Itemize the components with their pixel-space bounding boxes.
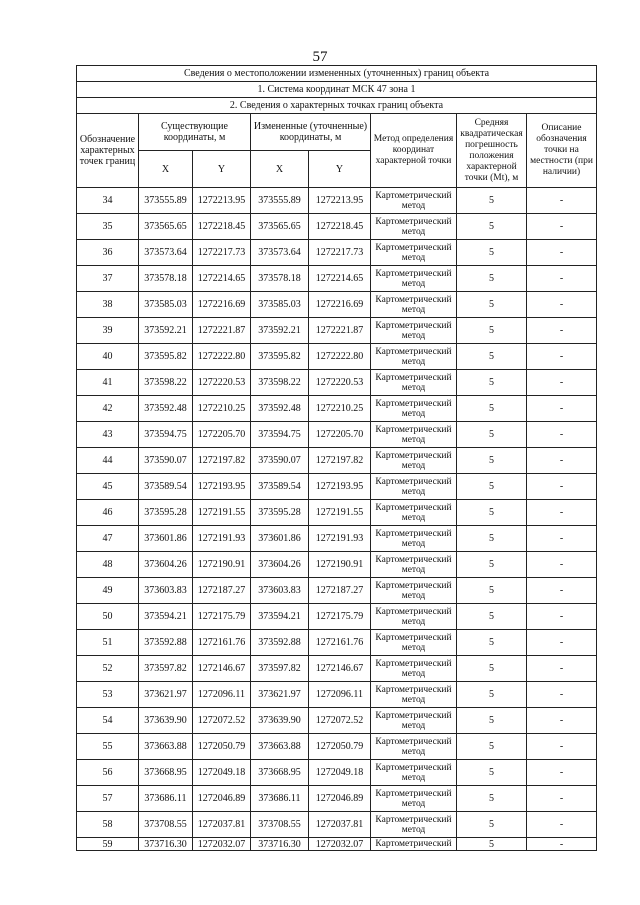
cell-y-changed: 1272175.79: [309, 604, 371, 630]
cell-error: 5: [457, 474, 527, 500]
table-row: [77, 526, 597, 552]
cell-x-existing: 373594.75: [139, 422, 193, 448]
cell-y-changed: 1272187.27: [309, 578, 371, 604]
point-id: 35: [77, 214, 139, 240]
table-row: [77, 734, 597, 760]
cell-method: Картометрический метод: [371, 682, 457, 708]
cell-x-changed: 373601.86: [251, 526, 309, 552]
cell-y-existing: 1272213.95: [193, 188, 251, 214]
table-row: [77, 448, 597, 474]
point-id: 41: [77, 370, 139, 396]
cell-method: Картометрический метод: [371, 526, 457, 552]
coordinate-system: 1. Система координат МСК 47 зона 1: [77, 82, 597, 98]
cell-method: Картометрический метод: [371, 396, 457, 422]
point-id: 46: [77, 500, 139, 526]
cell-x-existing: 373595.82: [139, 344, 193, 370]
cell-x-existing: 373621.97: [139, 682, 193, 708]
cell-y-existing: 1272032.07: [193, 838, 251, 851]
cell-method: Картометрический метод: [371, 292, 457, 318]
cell-y-existing: 1272216.69: [193, 292, 251, 318]
cell-x-existing: 373565.65: [139, 214, 193, 240]
cell-x-changed: 373639.90: [251, 708, 309, 734]
header-x-changed: X: [251, 151, 309, 188]
cell-error: 5: [457, 344, 527, 370]
table-row: [77, 240, 597, 266]
cell-error: 5: [457, 708, 527, 734]
table-row: [77, 708, 597, 734]
point-id: 44: [77, 448, 139, 474]
cell-y-changed: 1272205.70: [309, 422, 371, 448]
point-id: 57: [77, 786, 139, 812]
cell-x-changed: 373589.54: [251, 474, 309, 500]
cell-x-existing: 373573.64: [139, 240, 193, 266]
cell-description: -: [527, 760, 597, 786]
header-x-existing: X: [139, 151, 193, 188]
cell-y-existing: 1272096.11: [193, 682, 251, 708]
point-id: 56: [77, 760, 139, 786]
point-id: 52: [77, 656, 139, 682]
cell-description: -: [527, 318, 597, 344]
cell-error: 5: [457, 396, 527, 422]
cell-description: -: [527, 526, 597, 552]
table-row: [77, 370, 597, 396]
cell-x-changed: 373603.83: [251, 578, 309, 604]
table-row: [77, 344, 597, 370]
cell-y-existing: 1272037.81: [193, 812, 251, 838]
cell-description: -: [527, 552, 597, 578]
cell-description: -: [527, 266, 597, 292]
table-row: [77, 318, 597, 344]
cell-method: Картометрический метод: [371, 760, 457, 786]
point-id: 50: [77, 604, 139, 630]
cell-description: -: [527, 500, 597, 526]
cell-y-changed: 1272146.67: [309, 656, 371, 682]
cell-description: -: [527, 448, 597, 474]
cell-x-existing: 373604.26: [139, 552, 193, 578]
cell-method: Картометрический метод: [371, 552, 457, 578]
cell-y-changed: 1272220.53: [309, 370, 371, 396]
cell-error: 5: [457, 188, 527, 214]
cell-x-changed: 373592.88: [251, 630, 309, 656]
cell-x-existing: 373585.03: [139, 292, 193, 318]
cell-error: 5: [457, 734, 527, 760]
table-body: [77, 188, 597, 851]
cell-y-existing: 1272050.79: [193, 734, 251, 760]
header-y-changed: Y: [309, 151, 371, 188]
cell-y-changed: 1272221.87: [309, 318, 371, 344]
table-row: [77, 578, 597, 604]
point-id: 42: [77, 396, 139, 422]
cell-error: 5: [457, 526, 527, 552]
cell-error: 5: [457, 838, 527, 851]
cell-x-changed: 373595.82: [251, 344, 309, 370]
table-row: [77, 500, 597, 526]
cell-x-existing: 373590.07: [139, 448, 193, 474]
table-row: [77, 682, 597, 708]
cell-x-changed: 373597.82: [251, 656, 309, 682]
cell-y-existing: 1272210.25: [193, 396, 251, 422]
cell-y-existing: 1272220.53: [193, 370, 251, 396]
cell-description: -: [527, 578, 597, 604]
cell-x-existing: 373668.95: [139, 760, 193, 786]
cell-method: Картометрический метод: [371, 188, 457, 214]
cell-x-changed: 373578.18: [251, 266, 309, 292]
cell-x-existing: 373686.11: [139, 786, 193, 812]
cell-y-changed: 1272161.76: [309, 630, 371, 656]
cell-method: Картометрический метод: [371, 786, 457, 812]
cell-method: Картометрический метод: [371, 474, 457, 500]
section-title: 2. Сведения о характерных точках границ объекта: [77, 98, 597, 114]
cell-y-changed: 1272050.79: [309, 734, 371, 760]
cell-x-existing: 373592.88: [139, 630, 193, 656]
point-id: 55: [77, 734, 139, 760]
cell-error: 5: [457, 630, 527, 656]
cell-description: -: [527, 682, 597, 708]
cell-description: -: [527, 812, 597, 838]
cell-x-existing: 373716.30: [139, 838, 193, 851]
cell-x-existing: 373663.88: [139, 734, 193, 760]
cell-description: -: [527, 708, 597, 734]
cell-y-changed: 1272217.73: [309, 240, 371, 266]
cell-y-existing: 1272175.79: [193, 604, 251, 630]
point-id: 34: [77, 188, 139, 214]
cell-y-existing: 1272222.80: [193, 344, 251, 370]
point-id: 40: [77, 344, 139, 370]
cell-description: -: [527, 292, 597, 318]
table-row: [77, 552, 597, 578]
cell-y-existing: 1272072.52: [193, 708, 251, 734]
header-point-name: Обозначение характерных точек границ: [77, 114, 139, 188]
cell-x-existing: 373597.82: [139, 656, 193, 682]
cell-error: 5: [457, 786, 527, 812]
cell-y-changed: 1272049.18: [309, 760, 371, 786]
cell-y-changed: 1272193.95: [309, 474, 371, 500]
table-row: [77, 630, 597, 656]
cell-x-existing: 373555.89: [139, 188, 193, 214]
cell-y-changed: 1272046.89: [309, 786, 371, 812]
cell-error: 5: [457, 370, 527, 396]
table-row: [77, 604, 597, 630]
point-id: 38: [77, 292, 139, 318]
table-row: [77, 214, 597, 240]
cell-error: 5: [457, 578, 527, 604]
table-row: [77, 786, 597, 812]
cell-y-changed: 1272191.55: [309, 500, 371, 526]
header-description: Описание обозначения точки на местности (при наличии): [527, 114, 597, 188]
table-row: [77, 396, 597, 422]
cell-error: 5: [457, 240, 527, 266]
cell-method: Картометрический метод: [371, 656, 457, 682]
cell-method: Картометрический метод: [371, 630, 457, 656]
cell-x-changed: 373595.28: [251, 500, 309, 526]
cell-y-existing: 1272218.45: [193, 214, 251, 240]
cell-y-existing: 1272197.82: [193, 448, 251, 474]
cell-method: Картометрический метод: [371, 604, 457, 630]
cell-y-changed: 1272096.11: [309, 682, 371, 708]
cell-y-existing: 1272193.95: [193, 474, 251, 500]
point-id: 53: [77, 682, 139, 708]
cell-method: Картометрический метод: [371, 344, 457, 370]
point-id: 36: [77, 240, 139, 266]
cell-x-existing: 373594.21: [139, 604, 193, 630]
cell-method: Картометрический метод: [371, 370, 457, 396]
cell-x-changed: 373592.21: [251, 318, 309, 344]
page-number: 57: [312, 49, 328, 65]
cell-x-existing: 373595.28: [139, 500, 193, 526]
cell-x-changed: 373668.95: [251, 760, 309, 786]
cell-x-existing: 373589.54: [139, 474, 193, 500]
point-id: 43: [77, 422, 139, 448]
cell-x-changed: 373594.21: [251, 604, 309, 630]
cell-method: Картометрический метод: [371, 266, 457, 292]
header-error: Средняя квадратическая погрешность положения характерной точки (Mt), м: [457, 114, 527, 188]
cell-x-changed: 373686.11: [251, 786, 309, 812]
cell-error: 5: [457, 448, 527, 474]
cell-method: Картометрический метод: [371, 448, 457, 474]
cell-y-changed: 1272190.91: [309, 552, 371, 578]
table-row: [77, 266, 597, 292]
cell-error: 5: [457, 682, 527, 708]
cell-description: -: [527, 214, 597, 240]
cell-description: -: [527, 188, 597, 214]
table-row: [77, 422, 597, 448]
cell-x-changed: 373604.26: [251, 552, 309, 578]
cell-x-existing: 373592.21: [139, 318, 193, 344]
cell-description: -: [527, 630, 597, 656]
cell-x-changed: 373663.88: [251, 734, 309, 760]
cell-x-changed: 373573.64: [251, 240, 309, 266]
cell-y-existing: 1272187.27: [193, 578, 251, 604]
cell-x-existing: 373603.83: [139, 578, 193, 604]
point-id: 49: [77, 578, 139, 604]
cell-description: -: [527, 396, 597, 422]
cell-description: -: [527, 734, 597, 760]
header-changed-coords: Измененные (уточненные) координаты, м: [251, 114, 371, 151]
cell-y-existing: 1272205.70: [193, 422, 251, 448]
cell-description: -: [527, 604, 597, 630]
cell-description: -: [527, 838, 597, 851]
cell-y-changed: 1272191.93: [309, 526, 371, 552]
point-id: 51: [77, 630, 139, 656]
cell-method: Картометрический метод: [371, 708, 457, 734]
cell-x-existing: 373708.55: [139, 812, 193, 838]
point-id: 47: [77, 526, 139, 552]
table-row: [77, 760, 597, 786]
cell-x-changed: 373590.07: [251, 448, 309, 474]
cell-error: 5: [457, 266, 527, 292]
cell-method: Картометрический метод: [371, 422, 457, 448]
cell-description: -: [527, 422, 597, 448]
cell-x-changed: 373621.97: [251, 682, 309, 708]
cell-method: Картометрический метод: [371, 812, 457, 838]
cell-y-changed: 1272214.65: [309, 266, 371, 292]
cell-method: Картометрический метод: [371, 240, 457, 266]
cell-y-existing: 1272221.87: [193, 318, 251, 344]
table-row: [77, 656, 597, 682]
cell-x-changed: 373598.22: [251, 370, 309, 396]
cell-y-changed: 1272032.07: [309, 838, 371, 851]
boundary-points-table: [76, 65, 597, 851]
table-row: [77, 188, 597, 214]
cell-method: Картометрический метод: [371, 318, 457, 344]
cell-y-changed: 1272213.95: [309, 188, 371, 214]
cell-y-changed: 1272210.25: [309, 396, 371, 422]
cell-y-changed: 1272197.82: [309, 448, 371, 474]
cell-x-changed: 373708.55: [251, 812, 309, 838]
point-id: 48: [77, 552, 139, 578]
cell-x-changed: 373716.30: [251, 838, 309, 851]
cell-y-existing: 1272191.93: [193, 526, 251, 552]
point-id: 59: [77, 838, 139, 851]
cell-error: 5: [457, 500, 527, 526]
cell-description: -: [527, 344, 597, 370]
cell-error: 5: [457, 318, 527, 344]
table-row: [77, 292, 597, 318]
cell-error: 5: [457, 760, 527, 786]
cell-y-existing: 1272049.18: [193, 760, 251, 786]
cell-error: 5: [457, 292, 527, 318]
header-method: Метод определения координат характерной точки: [371, 114, 457, 188]
cell-method: Картометрический метод: [371, 578, 457, 604]
cell-y-changed: 1272218.45: [309, 214, 371, 240]
cell-x-changed: 373565.65: [251, 214, 309, 240]
cell-error: 5: [457, 656, 527, 682]
cell-y-existing: 1272161.76: [193, 630, 251, 656]
cell-x-existing: 373598.22: [139, 370, 193, 396]
cell-method: Картометрический: [371, 838, 457, 851]
table-title: Сведения о местоположении измененных (уточненных) границ объекта: [77, 66, 597, 82]
cell-y-existing: 1272217.73: [193, 240, 251, 266]
point-id: 37: [77, 266, 139, 292]
cell-x-changed: 373585.03: [251, 292, 309, 318]
table-row: [77, 838, 597, 851]
point-id: 45: [77, 474, 139, 500]
cell-y-changed: 1272072.52: [309, 708, 371, 734]
table-row: [77, 812, 597, 838]
cell-description: -: [527, 474, 597, 500]
cell-x-existing: 373592.48: [139, 396, 193, 422]
cell-description: -: [527, 656, 597, 682]
point-id: 54: [77, 708, 139, 734]
header-existing-coords: Существующие координаты, м: [139, 114, 251, 151]
cell-error: 5: [457, 214, 527, 240]
cell-description: -: [527, 370, 597, 396]
cell-y-changed: 1272216.69: [309, 292, 371, 318]
cell-y-existing: 1272146.67: [193, 656, 251, 682]
table-row: [77, 474, 597, 500]
cell-error: 5: [457, 552, 527, 578]
cell-y-changed: 1272037.81: [309, 812, 371, 838]
cell-method: Картометрический метод: [371, 734, 457, 760]
cell-x-existing: 373578.18: [139, 266, 193, 292]
cell-description: -: [527, 786, 597, 812]
point-id: 39: [77, 318, 139, 344]
cell-y-existing: 1272046.89: [193, 786, 251, 812]
cell-x-changed: 373555.89: [251, 188, 309, 214]
cell-x-existing: 373639.90: [139, 708, 193, 734]
cell-x-changed: 373594.75: [251, 422, 309, 448]
cell-error: 5: [457, 422, 527, 448]
header-y-existing: Y: [193, 151, 251, 188]
cell-x-changed: 373592.48: [251, 396, 309, 422]
cell-method: Картометрический метод: [371, 500, 457, 526]
cell-description: -: [527, 240, 597, 266]
cell-error: 5: [457, 812, 527, 838]
cell-y-existing: 1272214.65: [193, 266, 251, 292]
point-id: 58: [77, 812, 139, 838]
cell-y-existing: 1272191.55: [193, 500, 251, 526]
cell-method: Картометрический метод: [371, 214, 457, 240]
cell-y-existing: 1272190.91: [193, 552, 251, 578]
cell-x-existing: 373601.86: [139, 526, 193, 552]
cell-error: 5: [457, 604, 527, 630]
cell-y-changed: 1272222.80: [309, 344, 371, 370]
